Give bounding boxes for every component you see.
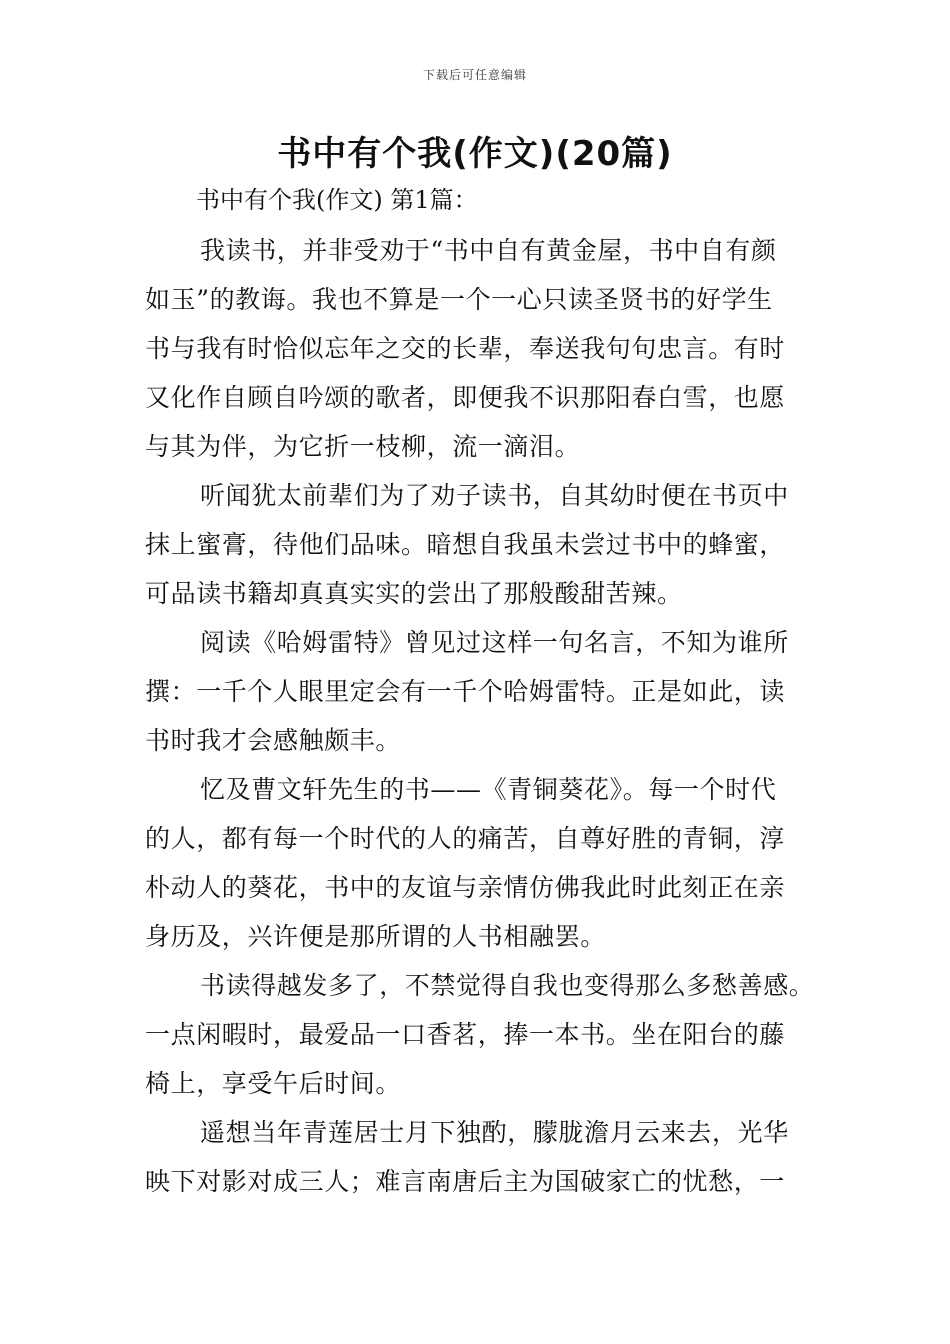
body-text <box>145 226 835 1206</box>
text-line: 忆及曹文轩先生的书——《青铜葵花》。每一个时代 <box>200 775 777 804</box>
text-line: 朴动人的葵花，书中的友谊与亲情仿佛我此时此刻正在亲 <box>145 873 786 902</box>
text-line: 如玉”的教诲。我也不算是一个一心只读圣贤书的好学生 <box>145 285 773 314</box>
text-line: 阅读《哈姆雷特》曾见过这样一句名言，不知为谁所 <box>200 628 789 657</box>
text-line: 我读书，并非受劝于“书中自有黄金屋，书中自有颜 <box>200 236 777 265</box>
text-line: 撰：一千个人眼里定会有一千个哈姆雷特。正是如此，读 <box>145 677 786 706</box>
text-line: 又化作自顾自吟颂的歌者，即便我不识那阳春白雪，也愿 <box>145 383 786 412</box>
text-line: 遥想当年青莲居士月下独酌，朦胧澹月云来去，光华 <box>200 1118 789 1147</box>
text-line: 椅上，享受午后时间。 <box>145 1069 402 1098</box>
text-line: 与其为伴，为它折一枝柳，流一滴泪。 <box>145 432 581 461</box>
text-line: 书时我才会感触颇丰。 <box>145 726 402 755</box>
text-line: 一点闲暇时，最爱品一口香茗，捧一本书。坐在阳台的藤 <box>145 1020 786 1049</box>
text-line: 映下对影对成三人；难言南唐后主为国破家亡的忧愁，一 <box>145 1167 786 1196</box>
text-line: 书读得越发多了，不禁觉得自我也变得那么多愁善感。 <box>200 971 815 1000</box>
text-line: 书与我有时恰似忘年之交的长辈，奉送我句句忠言。有时 <box>145 334 786 363</box>
section-heading: 书中有个我(作文) 第1篇： <box>196 186 478 214</box>
text-line: 抹上蜜膏，待他们品味。暗想自我虽未尝过书中的蜂蜜， <box>145 530 786 559</box>
header-note: 下载后可任意编辑 <box>422 68 527 82</box>
document-title: 书中有个我(作文)(20篇) <box>277 134 673 174</box>
text-line: 听闻犹太前辈们为了劝子读书，自其幼时便在书页中 <box>200 481 789 510</box>
text-line: 可品读书籍却真真实实的尝出了那般酸甜苦辣。 <box>145 579 683 608</box>
text-line: 的人，都有每一个时代的人的痛苦，自尊好胜的青铜，淳 <box>145 824 786 853</box>
text-line: 身历及，兴许便是那所谓的人书相融罢。 <box>145 922 606 951</box>
